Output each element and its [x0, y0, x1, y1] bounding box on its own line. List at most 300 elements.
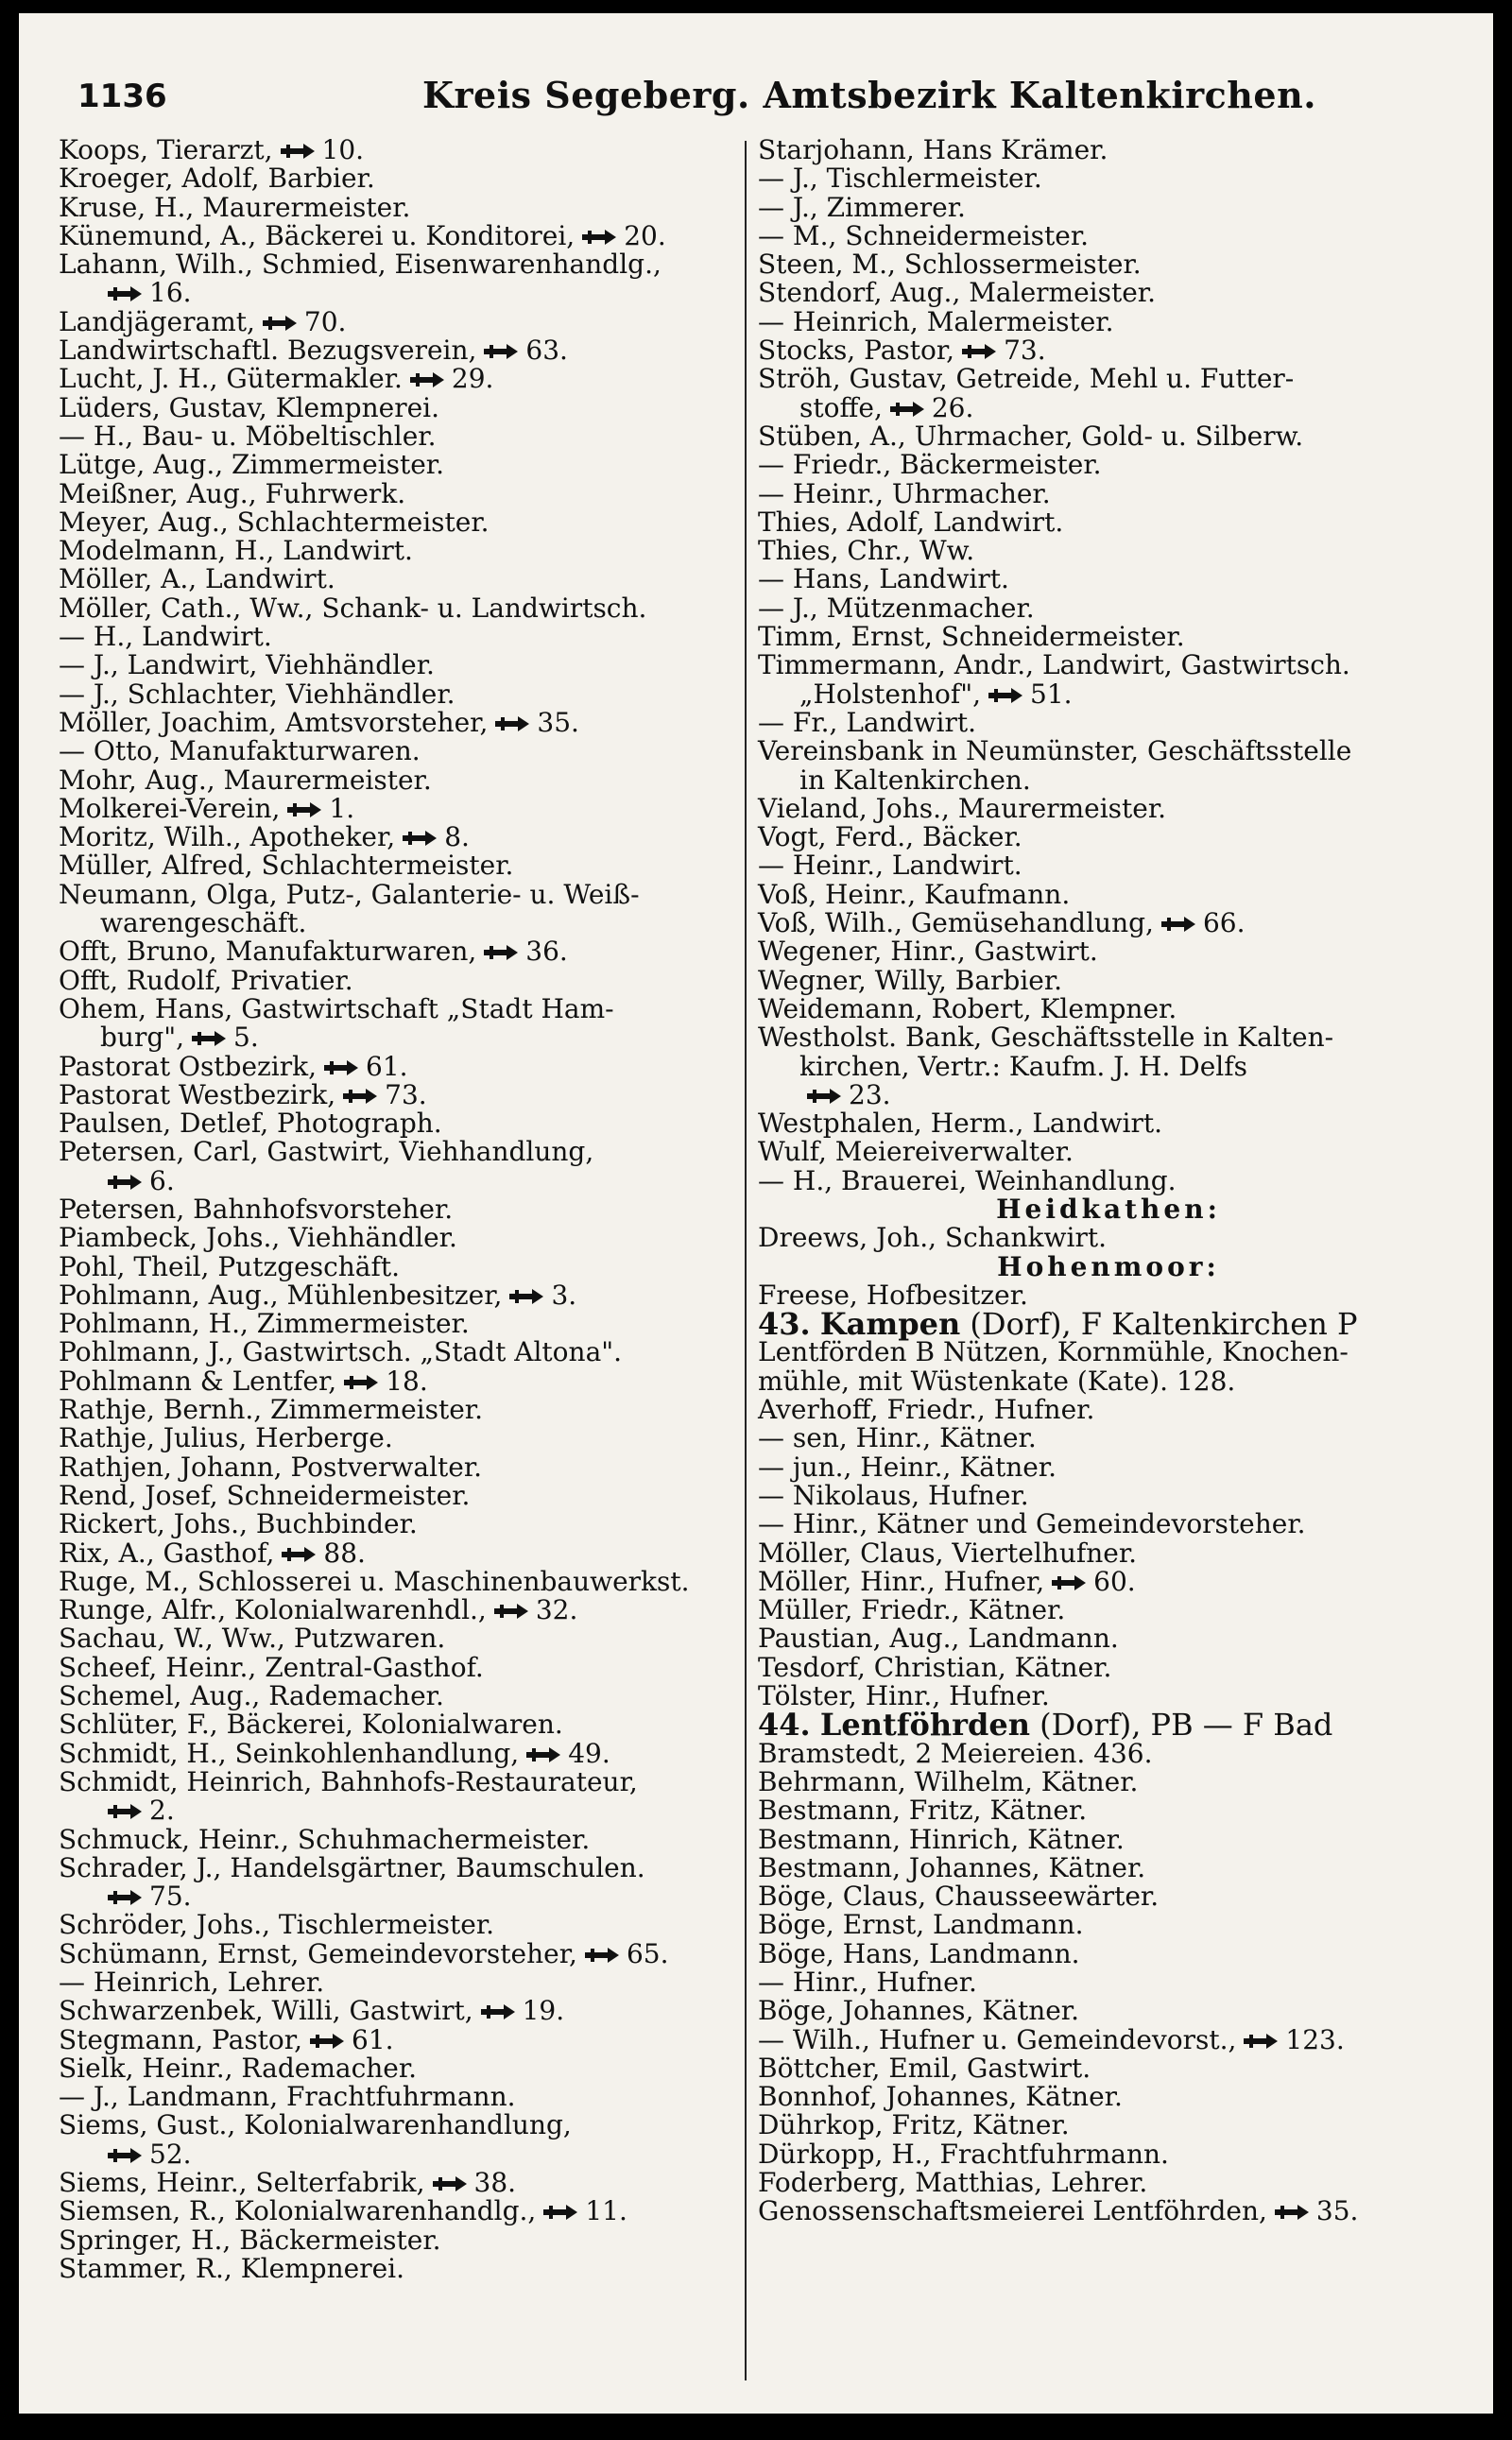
directory-entry — [59, 1911, 739, 1939]
telephone-number: 60. — [1093, 1565, 1136, 1597]
entry-text: Schmuck, Heinr., Schuhmachermeister. — [59, 1823, 591, 1855]
telephone-arrow-icon — [987, 687, 1024, 704]
entry-text: (Dorf), F Kaltenkirchen P — [970, 1306, 1358, 1343]
directory-entry — [758, 1453, 1459, 1482]
telephone-number: 73. — [385, 1078, 427, 1110]
telephone-number: 6. — [149, 1164, 175, 1196]
directory-entry — [758, 391, 1459, 423]
entry-text: Siemsen, R., Kolonialwarenhandlg., — [59, 2195, 537, 2227]
entry-text: Pohlmann, H., Zimmermeister. — [59, 1308, 470, 1340]
telephone-arrow-icon — [408, 371, 446, 388]
telephone-arrow-icon — [106, 285, 144, 302]
directory-entry — [59, 305, 739, 337]
directory-entry — [758, 878, 1459, 910]
entry-text: Foderberg, Matthias, Lehrer. — [758, 2167, 1148, 2199]
directory-entry — [59, 766, 739, 795]
entry-text: Koops, Tierarzt, — [59, 134, 273, 165]
directory-entry — [758, 508, 1459, 537]
entry-text: Neumann, Olga, Putz-, Galanterie- u. Weiß- — [59, 878, 640, 910]
entry-text: Böge, Johannes, Kätner. — [758, 1995, 1080, 2027]
directory-entry — [59, 1796, 739, 1825]
entry-text: Landwirtschaftl. Bezugsverein, — [59, 335, 477, 367]
telephone-number: 20. — [624, 219, 666, 251]
entry-text: Böge, Ernst, Landmann. — [758, 1909, 1084, 1941]
directory-entry — [758, 1539, 1459, 1568]
entry-text: Voß, Heinr., Kaufmann. — [758, 878, 1071, 910]
section-place: Lentföhrden — [819, 1707, 1030, 1744]
telephone-arrow-icon — [322, 1059, 360, 1076]
telephone-number: 10. — [321, 134, 365, 165]
locality-heading — [758, 1250, 1459, 1282]
telephone-number: 26. — [931, 391, 974, 423]
entry-text: Schemel, Aug., Rademacher. — [59, 1680, 444, 1712]
directory-entry — [758, 1424, 1459, 1452]
entry-text: — Heinrich, Lehrer. — [59, 1967, 325, 1998]
telephone-arrow-icon — [106, 1803, 144, 1820]
directory-entry — [758, 851, 1459, 880]
entry-text: Ströh, Gustav, Getreide, Mehl u. Futter- — [758, 363, 1295, 395]
directory-entry — [758, 1997, 1459, 2025]
entry-text: Scheef, Heinr., Zentral-Gasthof. — [59, 1651, 484, 1683]
entry-text: Steen, M., Schlossermeister. — [758, 249, 1142, 281]
directory-entry — [758, 2197, 1459, 2225]
directory-entry — [59, 250, 739, 279]
entry-text: Offt, Bruno, Manufakturwaren, — [59, 936, 477, 968]
directory-entry — [758, 305, 1459, 337]
entry-text: — J., Tischlermeister. — [758, 163, 1042, 195]
directory-entry — [59, 1338, 739, 1366]
telephone-arrow-icon — [960, 343, 998, 360]
municipality-heading — [758, 1707, 1459, 1744]
directory-entry — [59, 1453, 739, 1482]
entry-text: Springer, H., Bäckermeister. — [59, 2224, 441, 2256]
entry-text: Mohr, Aug., Maurermeister. — [59, 764, 432, 796]
entry-text: — Wilh., Hufner u. Gemeindevorst., — [758, 2023, 1237, 2055]
entry-text: Ruge, M., Schlosserei u. Maschinenbauwerkst. — [59, 1565, 690, 1597]
directory-entry — [59, 422, 739, 451]
directory-entry — [59, 1164, 739, 1196]
entry-text: Westholst. Bank, Geschäftsstelle in Kalten- — [758, 1022, 1334, 1054]
entry-text: Stocks, Pastor, — [758, 335, 955, 367]
directory-entry — [59, 1882, 739, 1911]
entry-text: — Friedr., Bäckermeister. — [758, 449, 1102, 481]
telephone-number: 61. — [366, 1050, 408, 1082]
telephone-arrow-icon — [1273, 2204, 1311, 2221]
directory-entry — [758, 1851, 1459, 1883]
directory-entry — [59, 1651, 739, 1683]
directory-entry — [59, 451, 739, 479]
entry-text: Tölster, Hinr., Hufner. — [758, 1680, 1050, 1712]
telephone-number: 73. — [1004, 335, 1046, 367]
directory-entry — [758, 2111, 1459, 2139]
entry-text: Künemund, A., Bäckerei u. Konditorei, — [59, 219, 576, 251]
entry-text: Rix, A., Gasthof, — [59, 1537, 275, 1569]
directory-entry — [59, 1682, 739, 1710]
directory-entry — [59, 1851, 739, 1883]
directory-entry — [758, 823, 1459, 851]
directory-entry — [59, 623, 739, 651]
entry-text: — M., Schneidermeister. — [758, 219, 1090, 251]
entry-text: Paulsen, Detlef, Photograph. — [59, 1108, 442, 1140]
entry-text: — Fr., Landwirt. — [758, 706, 977, 738]
entry-text: Meißner, Aug., Fuhrwerk. — [59, 477, 406, 509]
directory-entry — [59, 1310, 739, 1338]
directory-entry — [758, 365, 1459, 393]
directory-entry — [59, 1737, 739, 1769]
entry-text: Stammer, R., Klempnerei. — [59, 2252, 405, 2284]
entry-text: Timm, Ernst, Schneidermeister. — [758, 621, 1185, 653]
directory-entry — [758, 651, 1459, 679]
directory-entry — [59, 2054, 739, 2083]
telephone-arrow-icon — [479, 2003, 517, 2020]
entry-text: Wegener, Hinr., Gastwirt. — [758, 936, 1098, 968]
entry-text: — Hinr., Hufner. — [758, 1967, 977, 1998]
entry-text: — J., Zimmerer. — [758, 191, 966, 223]
directory-entry — [59, 964, 739, 996]
directory-entry — [59, 992, 739, 1024]
directory-entry — [59, 1050, 739, 1082]
directory-entry — [758, 191, 1459, 223]
entry-text: Piambeck, Johs., Viehhändler. — [59, 1222, 457, 1254]
directory-entry — [758, 1565, 1459, 1597]
directory-entry — [59, 1023, 739, 1052]
entry-text: Petersen, Carl, Gastwirt, Viehhandlung, — [59, 1136, 594, 1168]
entry-text: (Dorf), PB — F Bad — [1040, 1707, 1333, 1744]
page-header — [59, 70, 1455, 127]
entry-text: Siems, Heinr., Selterfabrik, — [59, 2167, 425, 2199]
directory-entry — [758, 1338, 1459, 1366]
entry-text: Averhoff, Friedr., Hufner. — [758, 1394, 1095, 1426]
running-title: Kreis Segeberg. Amtsbezirk Kaltenkirchen. — [422, 74, 1316, 116]
directory-entry — [59, 565, 739, 593]
directory-entry — [59, 1937, 739, 1969]
entry-text: Rathje, Bernh., Zimmermeister. — [59, 1394, 483, 1426]
entry-text: Petersen, Bahnhofsvorsteher. — [59, 1193, 454, 1225]
entry-text: Vieland, Johs., Maurermeister. — [758, 792, 1167, 824]
telephone-arrow-icon — [190, 1030, 228, 1047]
directory-entry — [59, 1710, 739, 1739]
directory-entry — [59, 651, 739, 679]
directory-entry — [59, 1396, 739, 1424]
directory-entry — [59, 1281, 739, 1310]
directory-entry — [758, 250, 1459, 279]
telephone-number: 52. — [149, 2138, 192, 2170]
directory-entry — [59, 2111, 739, 2139]
entry-text: Pohlmann & Lentfer, — [59, 1365, 337, 1397]
telephone-arrow-icon — [1050, 1574, 1088, 1591]
entry-text: — J., Mützenmacher. — [758, 592, 1035, 624]
section-number: 43. — [758, 1306, 811, 1343]
directory-entry — [59, 1250, 739, 1282]
entry-text: Stüben, A., Uhrmacher, Gold- u. Silberw. — [758, 420, 1304, 452]
directory-entry — [59, 878, 739, 910]
directory-page — [19, 13, 1493, 2414]
telephone-arrow-icon — [280, 1546, 318, 1563]
entry-text: Pastorat Ostbezirk, — [59, 1050, 318, 1082]
entry-text: Genossenschaftsmeierei Lentföhrden, — [758, 2195, 1267, 2227]
entry-text: Lucht, J. H., Gütermakler. — [59, 363, 403, 395]
telephone-arrow-icon — [106, 1889, 144, 1906]
entry-text: Offt, Rudolf, Privatier. — [59, 964, 353, 996]
directory-entry — [758, 792, 1459, 824]
entry-text: Pastorat Westbezirk, — [59, 1078, 336, 1110]
entry-text: Pohlmann, J., Gastwirtsch. „Stadt Altona". — [59, 1336, 623, 1368]
entry-text: Kruse, H., Maurermeister. — [59, 191, 411, 223]
telephone-number: 75. — [149, 1881, 192, 1913]
entry-text: Möller, Hinr., Hufner, — [758, 1565, 1045, 1597]
entry-text: — Heinr., Landwirt. — [758, 850, 1022, 882]
directory-entry — [59, 823, 739, 851]
entry-text: — J., Landmann, Frachtfuhrmann. — [59, 2081, 516, 2113]
directory-entry — [758, 1224, 1459, 1252]
entry-text: Böge, Hans, Landmann. — [758, 1937, 1080, 1969]
right-column — [758, 136, 1459, 2385]
column-divider — [745, 141, 747, 2380]
directory-entry — [758, 1796, 1459, 1825]
directory-entry — [758, 594, 1459, 623]
entry-text: Bramstedt, 2 Meiereien. 436. — [758, 1737, 1153, 1769]
telephone-arrow-icon — [583, 1947, 621, 1964]
entry-text: Möller, Cath., Ww., Schank- u. Landwirtsch. — [59, 592, 647, 624]
directory-entry — [758, 706, 1459, 738]
entry-text: Rathjen, Johann, Postverwalter. — [59, 1451, 483, 1483]
entry-text: Schmidt, Heinrich, Bahnhofs-Restaurateur, — [59, 1765, 638, 1797]
entry-text: Lahann, Wilh., Schmied, Eisenwarenhandlg., — [59, 249, 662, 281]
directory-entry — [59, 219, 739, 251]
entry-text: Wegner, Willy, Barbier. — [758, 964, 1063, 996]
directory-entry — [758, 2169, 1459, 2197]
telephone-arrow-icon — [482, 944, 520, 961]
entry-text: Müller, Friedr., Kätner. — [758, 1594, 1066, 1626]
telephone-arrow-icon — [482, 343, 520, 360]
telephone-arrow-icon — [805, 1088, 843, 1105]
directory-entry — [59, 477, 739, 509]
directory-entry — [59, 1510, 739, 1538]
directory-entry — [758, 1823, 1459, 1855]
directory-entry — [758, 1367, 1459, 1396]
directory-entry — [59, 2197, 739, 2225]
telephone-number: 16. — [149, 277, 192, 309]
directory-entry — [59, 2252, 739, 2284]
directory-entry — [758, 1937, 1459, 1969]
directory-entry — [59, 2023, 739, 2055]
municipality-heading — [758, 1306, 1459, 1343]
telephone-arrow-icon — [493, 715, 531, 732]
directory-entry — [758, 1050, 1459, 1082]
directory-entry — [758, 537, 1459, 565]
telephone-number: 11. — [585, 2195, 627, 2227]
entry-text: Bestmann, Hinrich, Kätner. — [758, 1823, 1125, 1855]
telephone-number: 49. — [568, 1737, 610, 1769]
directory-entry — [59, 1997, 739, 2025]
directory-entry — [59, 279, 739, 307]
entry-text: Kroeger, Adolf, Barbier. — [59, 163, 375, 195]
directory-entry — [758, 1765, 1459, 1797]
telephone-arrow-icon — [401, 830, 438, 847]
directory-entry — [758, 219, 1459, 251]
entry-text: Runge, Alfr., Kolonialwarenhdl., — [59, 1594, 487, 1626]
telephone-number: 36. — [525, 936, 568, 968]
directory-entry — [758, 1596, 1459, 1624]
entry-text: Möller, Joachim, Amtsvorsteher, — [59, 706, 489, 738]
telephone-arrow-icon — [342, 1374, 380, 1391]
directory-entry — [758, 2083, 1459, 2111]
entry-text: Pohl, Theil, Putzgeschäft. — [59, 1250, 401, 1282]
entry-text: Schrader, J., Handelsgärtner, Baumschulen. — [59, 1851, 645, 1883]
directory-entry — [758, 1109, 1459, 1138]
directory-entry — [59, 1765, 739, 1797]
entry-text: Landjägeramt, — [59, 305, 255, 337]
entry-text: Siems, Gust., Kolonialwarenhandlung, — [59, 2109, 572, 2141]
entry-text: Molkerei-Verein, — [59, 792, 281, 824]
telephone-arrow-icon — [285, 801, 323, 818]
entry-text: mühle, mit Wüstenkate (Kate). 128. — [758, 1365, 1236, 1397]
telephone-number: 35. — [537, 706, 579, 738]
entry-text: — J., Schlachter, Viehhändler. — [59, 678, 455, 710]
directory-entry — [59, 2083, 739, 2111]
entry-text: Möller, A., Landwirt. — [59, 563, 335, 595]
entry-text: Schlüter, F., Bäckerei, Kolonialwaren. — [59, 1709, 563, 1741]
directory-entry — [758, 136, 1459, 164]
directory-entry — [59, 737, 739, 765]
directory-entry — [758, 680, 1459, 709]
directory-entry — [758, 2140, 1459, 2169]
page-number: 1136 — [77, 77, 167, 115]
directory-entry — [59, 1823, 739, 1855]
entry-text: Schümann, Ernst, Gemeindevorsteher, — [59, 1937, 577, 1969]
telephone-arrow-icon — [888, 401, 926, 418]
entry-text: Lüders, Gustav, Klempnerei. — [59, 391, 440, 423]
directory-entry — [59, 136, 739, 164]
entry-text: Moritz, Wilh., Apotheker, — [59, 821, 396, 853]
entry-text: Dürkopp, H., Frachtfuhrmann. — [758, 2138, 1169, 2170]
directory-entry — [758, 1968, 1459, 1997]
directory-entry — [758, 336, 1459, 365]
telephone-number: 61. — [352, 2023, 394, 2055]
entry-text: Timmermann, Andr., Landwirt, Gastwirtsch. — [758, 649, 1350, 681]
telephone-number: 70. — [303, 305, 347, 337]
telephone-arrow-icon — [1242, 2033, 1280, 2050]
telephone-arrow-icon — [1160, 916, 1197, 933]
telephone-number: 88. — [323, 1537, 366, 1569]
directory-entry — [758, 1396, 1459, 1424]
directory-entry — [758, 1624, 1459, 1653]
directory-entry — [59, 1424, 739, 1452]
directory-entry — [59, 1968, 739, 1997]
directory-entry — [59, 1539, 739, 1568]
directory-entry — [59, 191, 739, 223]
entry-text: Voß, Wilh., Gemüsehandlung, — [758, 907, 1154, 939]
entry-text: — H., Bau- u. Möbeltischler. — [59, 420, 437, 452]
directory-entry — [758, 766, 1459, 795]
telephone-number: 5. — [233, 1022, 259, 1054]
entry-text: Bonnhof, Johannes, Kätner. — [758, 2081, 1123, 2113]
directory-entry — [59, 2226, 739, 2255]
entry-text: — J., Landwirt, Viehhändler. — [59, 649, 435, 681]
entry-text: Rickert, Johs., Buchbinder. — [59, 1508, 418, 1540]
entry-text: Rend, Josef, Schneidermeister. — [59, 1479, 471, 1511]
entry-text: Wulf, Meiereiverwalter. — [758, 1136, 1074, 1168]
entry-text: Schmidt, H., Seinkohlenhandlung, — [59, 1737, 520, 1769]
entry-text: Hohenmoor: — [997, 1250, 1220, 1282]
telephone-arrow-icon — [308, 2033, 346, 2050]
telephone-arrow-icon — [524, 1746, 562, 1763]
telephone-arrow-icon — [279, 143, 317, 160]
directory-entry — [758, 1510, 1459, 1538]
entry-text: Rathje, Julius, Herberge. — [59, 1422, 393, 1454]
entry-text: — sen, Hinr., Kätner. — [758, 1422, 1037, 1454]
telephone-arrow-icon — [541, 2204, 579, 2221]
entry-text: Vogt, Ferd., Bäcker. — [758, 821, 1022, 853]
entry-text: Vereinsbank in Neumünster, Geschäftsstelle — [758, 735, 1352, 767]
directory-entry — [758, 2054, 1459, 2083]
telephone-number: 19. — [522, 1995, 565, 2027]
entry-text: burg", — [100, 1022, 185, 1054]
telephone-arrow-icon — [431, 2175, 469, 2192]
directory-entry — [758, 992, 1459, 1024]
directory-entry — [59, 1624, 739, 1653]
entry-text: — H., Landwirt. — [59, 621, 272, 653]
entry-text: — Heinrich, Malermeister. — [758, 305, 1114, 337]
entry-text: Möller, Claus, Viertelhufner. — [758, 1537, 1138, 1569]
directory-entry — [758, 1651, 1459, 1683]
entry-text: Sielk, Heinr., Rademacher. — [59, 2052, 418, 2084]
entry-text: Heidkathen: — [996, 1193, 1221, 1225]
directory-entry — [59, 365, 739, 393]
directory-entry — [758, 1078, 1459, 1110]
directory-entry — [59, 1367, 739, 1396]
telephone-number: 66. — [1202, 907, 1246, 939]
entry-text: Schröder, Johs., Tischlermeister. — [59, 1909, 495, 1941]
directory-entry — [59, 594, 739, 623]
telephone-arrow-icon — [492, 1603, 530, 1620]
directory-entry — [59, 336, 739, 365]
directory-entry — [758, 623, 1459, 651]
telephone-arrow-icon — [341, 1088, 379, 1105]
entry-text: Paustian, Aug., Landmann. — [758, 1623, 1119, 1655]
directory-entry — [59, 851, 739, 880]
entry-text: — Otto, Manufakturwaren. — [59, 735, 421, 767]
telephone-number: 3. — [551, 1279, 577, 1311]
directory-entry — [59, 1195, 739, 1224]
directory-entry — [758, 737, 1459, 765]
entry-text: in Kaltenkirchen. — [799, 764, 1031, 796]
directory-entry — [758, 1911, 1459, 1939]
directory-entry — [59, 391, 739, 423]
entry-text: Ohem, Hans, Gastwirtschaft „Stadt Ham- — [59, 992, 614, 1024]
telephone-arrow-icon — [106, 2147, 144, 2164]
entry-text: Lentförden B Nützen, Kornmühle, Knochen- — [758, 1336, 1349, 1368]
directory-entry — [59, 706, 739, 738]
entry-text: Dreews, Joh., Schankwirt. — [758, 1222, 1107, 1254]
directory-entry — [59, 792, 739, 824]
directory-entry — [758, 964, 1459, 996]
directory-entry — [758, 937, 1459, 966]
entry-text: kirchen, Vertr.: Kaufm. J. H. Delfs — [799, 1050, 1247, 1082]
entry-text: Meyer, Aug., Schlachtermeister. — [59, 506, 490, 538]
entry-text: Schwarzenbek, Willi, Gastwirt, — [59, 1995, 473, 2027]
entry-text: — H., Brauerei, Weinhandlung. — [758, 1164, 1177, 1196]
entry-text: — Hans, Landwirt. — [758, 563, 1009, 595]
entry-text: Böge, Claus, Chausseewärter. — [758, 1881, 1160, 1913]
directory-entry — [59, 2169, 739, 2197]
directory-entry — [758, 164, 1459, 193]
entry-text: Thies, Chr., Ww. — [758, 535, 975, 567]
directory-entry — [758, 2023, 1459, 2055]
directory-entry — [758, 1164, 1459, 1196]
entry-text: — Nikolaus, Hufner. — [758, 1479, 1029, 1511]
directory-entry — [758, 1737, 1459, 1769]
